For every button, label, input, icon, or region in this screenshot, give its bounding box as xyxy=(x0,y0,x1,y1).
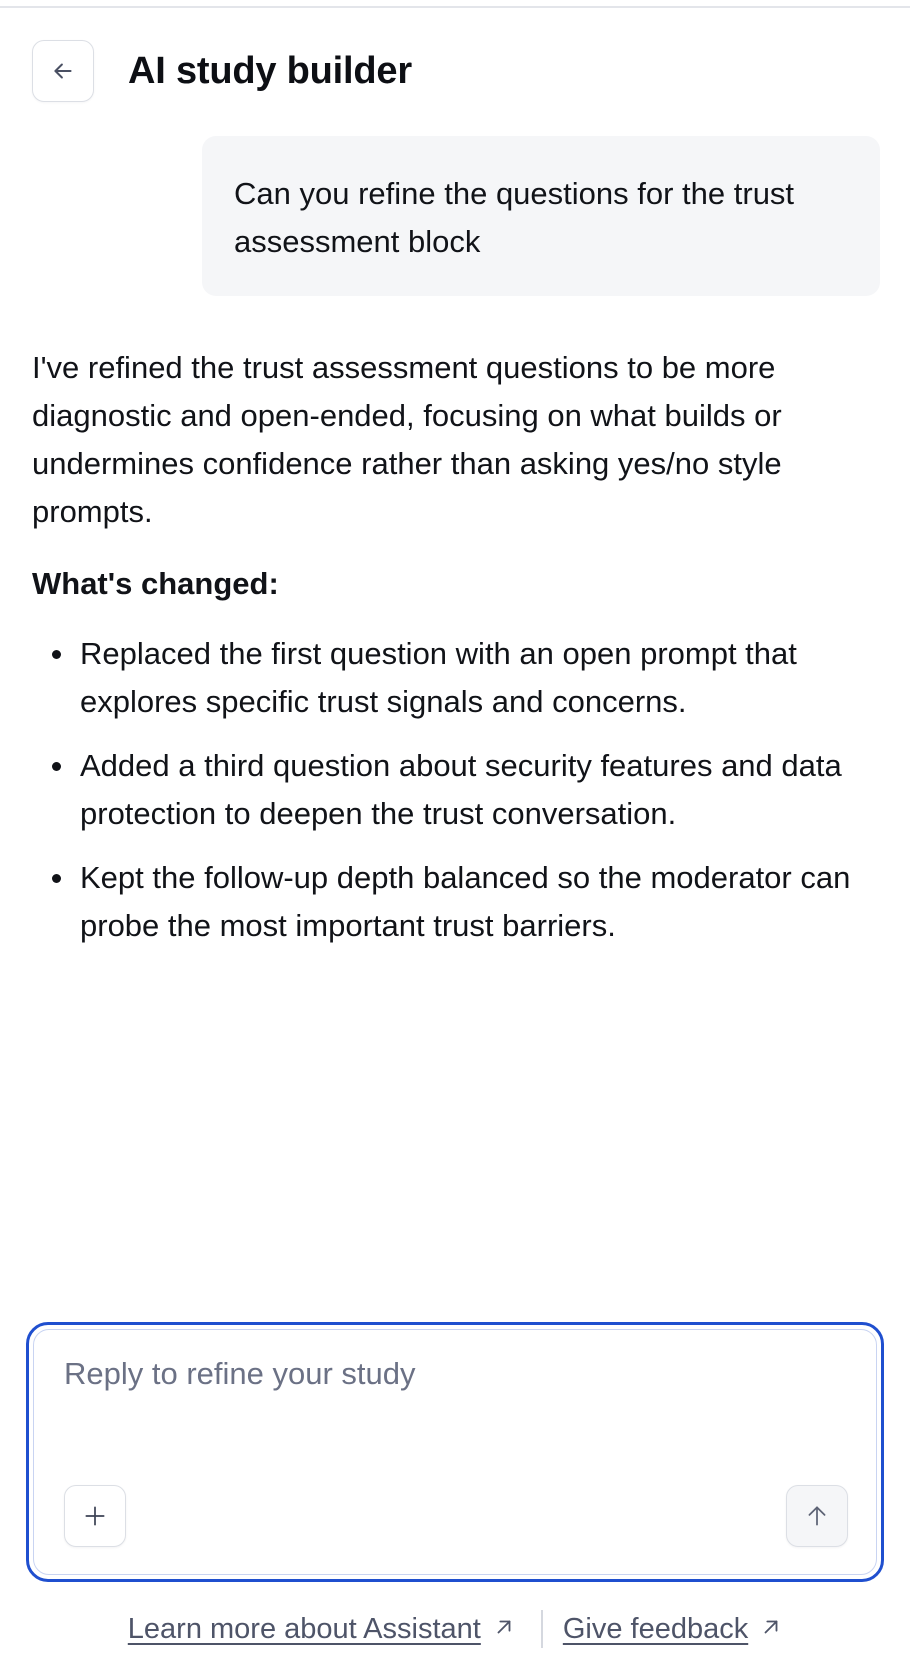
footer-links xyxy=(0,1610,910,1648)
arrow-up-icon xyxy=(804,1503,830,1529)
list-item-text: Kept the follow-up depth balanced so the moderator can probe the most important trust barriers. xyxy=(80,860,851,943)
bullet-dot xyxy=(52,762,61,771)
back-button[interactable] xyxy=(32,40,94,102)
list-item-text: Added a third question about security features and data protection to deepen the trust conversation. xyxy=(80,748,842,831)
page-title: AI study builder xyxy=(128,49,412,92)
external-link-icon xyxy=(493,1613,515,1646)
learn-more-label: Learn more about Assistant xyxy=(127,1612,481,1645)
reply-composer xyxy=(26,1322,884,1582)
user-message-text: Can you refine the questions for the trust assessment block xyxy=(234,176,795,259)
add-attachment-button[interactable] xyxy=(64,1485,126,1547)
composer-inner xyxy=(33,1329,877,1575)
assistant-intro-text: I've refined the trust assessment questions to be more diagnostic and open-ended, focusing on what builds or undermines confidence rather than asking yes/no style prompts. xyxy=(32,350,782,529)
external-link-icon xyxy=(760,1613,782,1646)
give-feedback-label: Give feedback xyxy=(562,1612,749,1645)
plus-icon xyxy=(82,1503,108,1529)
give-feedback-link[interactable] xyxy=(563,1613,782,1646)
list-item-text: Replaced the first question with an open prompt that explores specific trust signals and concerns. xyxy=(80,636,797,719)
arrow-left-icon xyxy=(50,58,76,84)
user-message-bubble xyxy=(202,136,880,296)
changes-heading: What's changed: xyxy=(32,566,279,601)
list-item xyxy=(32,742,872,838)
list-item xyxy=(32,630,872,726)
list-item xyxy=(32,854,872,950)
bullet-dot xyxy=(52,874,61,883)
footer-divider xyxy=(541,1610,543,1648)
changes-list xyxy=(32,630,872,950)
top-divider xyxy=(0,6,910,8)
header xyxy=(32,40,412,102)
bullet-dot xyxy=(52,650,61,659)
learn-more-link[interactable] xyxy=(128,1613,515,1646)
assistant-message xyxy=(32,344,872,966)
send-button[interactable] xyxy=(786,1485,848,1547)
reply-input[interactable] xyxy=(64,1350,824,1410)
